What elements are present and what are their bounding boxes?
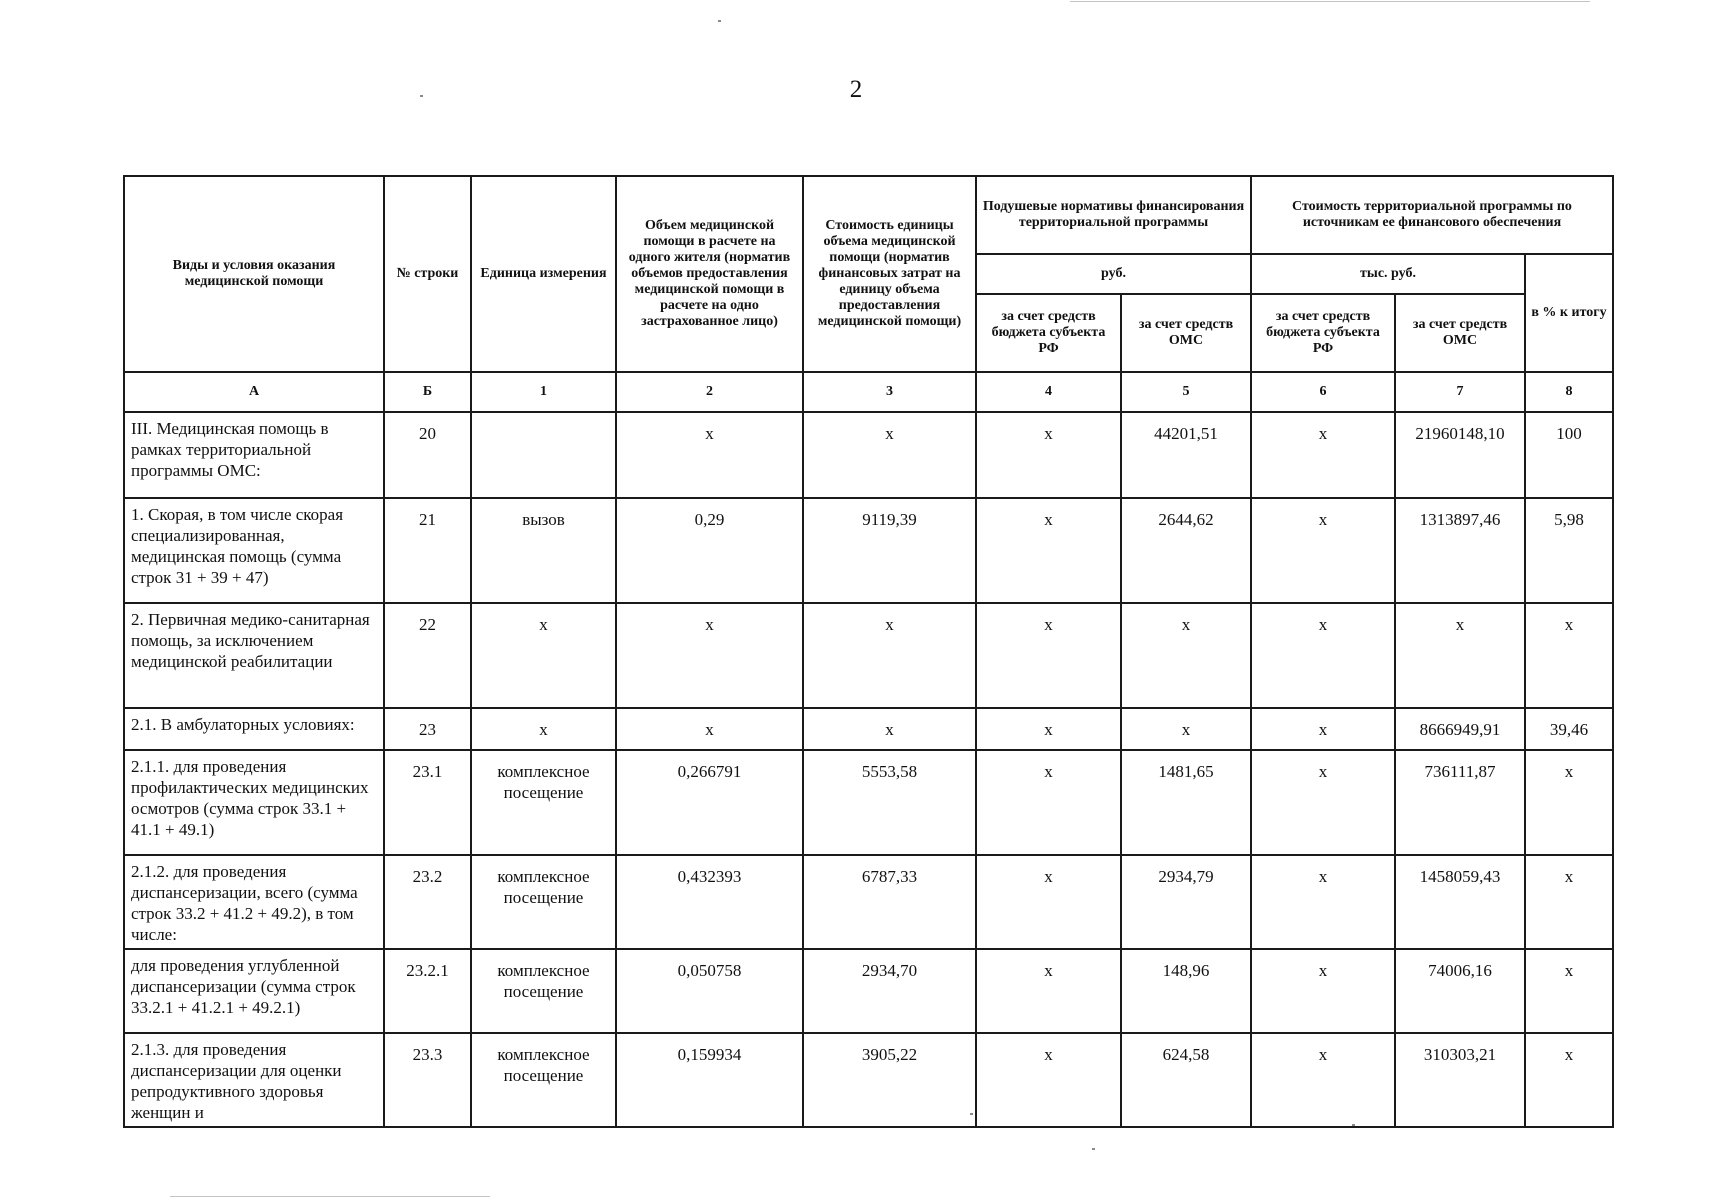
per-capita-oms: 148,96 — [1121, 949, 1251, 1033]
header-cost-oms: за счет средств ОМС — [1395, 294, 1525, 372]
scan-speck — [1092, 1148, 1095, 1150]
column-index: Б — [384, 372, 471, 412]
per-capita-budget: х — [976, 603, 1121, 708]
cost-oms: 21960148,10 — [1395, 412, 1525, 498]
cost-oms: 1313897,46 — [1395, 498, 1525, 603]
header-rub: руб. — [976, 254, 1251, 294]
unit-of-measure: комплексное посещение — [471, 855, 616, 949]
header-kinds-of-care: Виды и условия оказания медицинской помощи — [124, 176, 384, 372]
header-unit: Единица измерения — [471, 176, 616, 372]
unit-cost: 6787,33 — [803, 855, 976, 949]
percent-of-total: 39,46 — [1525, 708, 1613, 750]
row-number: 20 — [384, 412, 471, 498]
volume-per-person: 0,29 — [616, 498, 803, 603]
header-cost-budget: за счет средств бюджета субъекта РФ — [1251, 294, 1395, 372]
row-name: 2.1. В амбулаторных условиях: — [124, 708, 384, 750]
row-name: 2.1.1. для проведения профилактических медицинских осмотров (сумма строк 33.1 + 41.1 + 49.1) — [124, 750, 384, 855]
column-index: 4 — [976, 372, 1121, 412]
column-index: 8 — [1525, 372, 1613, 412]
unit-cost: х — [803, 603, 976, 708]
volume-per-person: х — [616, 412, 803, 498]
per-capita-budget: х — [976, 750, 1121, 855]
row-number: 23 — [384, 708, 471, 750]
volume-per-person: 0,050758 — [616, 949, 803, 1033]
unit-of-measure: комплексное посещение — [471, 949, 616, 1033]
cost-budget: х — [1251, 855, 1395, 949]
cost-budget: х — [1251, 603, 1395, 708]
header-row — [124, 176, 1613, 254]
column-index: 5 — [1121, 372, 1251, 412]
column-index: 7 — [1395, 372, 1525, 412]
table-row — [124, 750, 1613, 855]
unit-cost: 5553,58 — [803, 750, 976, 855]
header-per-capita-group: Подушевые нормативы финансирования территориальной программы — [976, 176, 1251, 254]
column-index: 6 — [1251, 372, 1395, 412]
cost-budget: х — [1251, 412, 1395, 498]
percent-of-total: х — [1525, 855, 1613, 949]
column-index: А — [124, 372, 384, 412]
unit-of-measure: комплексное посещение — [471, 750, 616, 855]
row-name: 1. Скорая, в том числе скорая специализированная, медицинская помощь (сумма строк 31 + 39 + 47) — [124, 498, 384, 603]
header-unit-cost: Стоимость единицы объема медицинской помощи (норматив финансовых затрат на единицу объема предоставления медицинской помощи) — [803, 176, 976, 372]
percent-of-total: х — [1525, 750, 1613, 855]
per-capita-budget: х — [976, 1033, 1121, 1127]
unit-of-measure: х — [471, 708, 616, 750]
row-name: III. Медицинская помощь в рамках территориальной программы ОМС: — [124, 412, 384, 498]
table-row — [124, 412, 1613, 498]
column-index: 2 — [616, 372, 803, 412]
per-capita-oms: 624,58 — [1121, 1033, 1251, 1127]
volume-per-person: 0,432393 — [616, 855, 803, 949]
column-index: 1 — [471, 372, 616, 412]
table-row — [124, 855, 1613, 949]
percent-of-total: 100 — [1525, 412, 1613, 498]
header-per-capita-budget: за счет средств бюджета субъекта РФ — [976, 294, 1121, 372]
per-capita-budget: х — [976, 708, 1121, 750]
row-number: 23.2.1 — [384, 949, 471, 1033]
cost-budget: х — [1251, 498, 1395, 603]
unit-cost: 9119,39 — [803, 498, 976, 603]
unit-of-measure: х — [471, 603, 616, 708]
header-program-cost-group: Стоимость территориальной программы по источникам ее финансового обеспечения — [1251, 176, 1613, 254]
cost-budget: х — [1251, 750, 1395, 855]
table-row — [124, 603, 1613, 708]
percent-of-total: х — [1525, 1033, 1613, 1127]
row-number: 22 — [384, 603, 471, 708]
header-percent-of-total: в % к итогу — [1525, 254, 1613, 372]
cost-budget: х — [1251, 949, 1395, 1033]
column-index-row — [124, 372, 1613, 412]
cost-oms: 736111,87 — [1395, 750, 1525, 855]
cost-oms: 74006,16 — [1395, 949, 1525, 1033]
unit-cost: х — [803, 708, 976, 750]
per-capita-oms: х — [1121, 603, 1251, 708]
row-name: 2.1.2. для проведения диспансеризации, всего (сумма строк 33.2 + 41.2 + 49.2), в том числе: — [124, 855, 384, 949]
header-volume: Объем медицинской помощи в расчете на одного жителя (норматив объемов предоставления медицинской помощи в расчете на одно застрахованное лицо) — [616, 176, 803, 372]
unit-cost: х — [803, 412, 976, 498]
cost-budget: х — [1251, 1033, 1395, 1127]
percent-of-total: 5,98 — [1525, 498, 1613, 603]
scan-bottom-line — [170, 1196, 490, 1197]
unit-of-measure: вызов — [471, 498, 616, 603]
unit-of-measure: комплексное посещение — [471, 1033, 616, 1127]
table-row — [124, 498, 1613, 603]
row-number: 21 — [384, 498, 471, 603]
cost-oms: х — [1395, 603, 1525, 708]
row-number: 23.1 — [384, 750, 471, 855]
cost-oms: 310303,21 — [1395, 1033, 1525, 1127]
table-row — [124, 949, 1613, 1033]
per-capita-oms: 2644,62 — [1121, 498, 1251, 603]
scan-top-line — [1070, 1, 1590, 2]
row-number: 23.2 — [384, 855, 471, 949]
unit-of-measure — [471, 412, 616, 498]
per-capita-budget: х — [976, 855, 1121, 949]
row-name: для проведения углубленной диспансеризации (сумма строк 33.2.1 + 41.2.1 + 49.2.1) — [124, 949, 384, 1033]
per-capita-oms: х — [1121, 708, 1251, 750]
header-thousand-rub: тыс. руб. — [1251, 254, 1525, 294]
percent-of-total: х — [1525, 603, 1613, 708]
per-capita-budget: х — [976, 412, 1121, 498]
column-index: 3 — [803, 372, 976, 412]
unit-cost: 3905,22 — [803, 1033, 976, 1127]
per-capita-oms: 2934,79 — [1121, 855, 1251, 949]
scan-speck — [718, 20, 721, 22]
volume-per-person: 0,159934 — [616, 1033, 803, 1127]
per-capita-budget: х — [976, 498, 1121, 603]
cost-oms: 1458059,43 — [1395, 855, 1525, 949]
per-capita-budget: х — [976, 949, 1121, 1033]
percent-of-total: х — [1525, 949, 1613, 1033]
row-name: 2. Первичная медико-санитарная помощь, за исключением медицинской реабилитации — [124, 603, 384, 708]
header-row-number: № строки — [384, 176, 471, 372]
volume-per-person: х — [616, 708, 803, 750]
per-capita-oms: 1481,65 — [1121, 750, 1251, 855]
unit-cost: 2934,70 — [803, 949, 976, 1033]
row-number: 23.3 — [384, 1033, 471, 1127]
volume-per-person: 0,266791 — [616, 750, 803, 855]
table-row — [124, 1033, 1613, 1127]
per-capita-oms: 44201,51 — [1121, 412, 1251, 498]
cost-budget: х — [1251, 708, 1395, 750]
header-per-capita-oms: за счет средств ОМС — [1121, 294, 1251, 372]
page-number: 2 — [849, 76, 863, 103]
volume-per-person: х — [616, 603, 803, 708]
row-name: 2.1.3. для проведения диспансеризации для оценки репродуктивного здоровья женщин и — [124, 1033, 384, 1127]
cost-oms: 8666949,91 — [1395, 708, 1525, 750]
table-row — [124, 708, 1613, 750]
program-cost-table — [123, 175, 1614, 1128]
